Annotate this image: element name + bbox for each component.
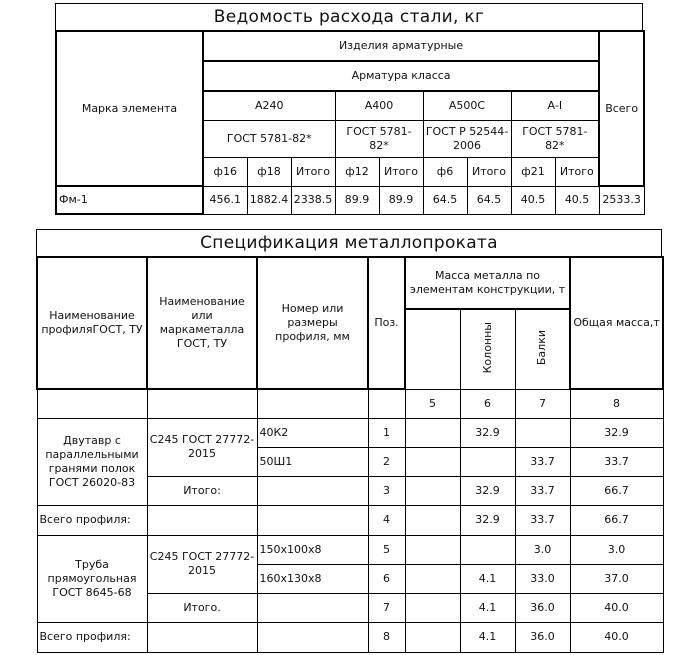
marka-header: Марка элемента: [56, 31, 203, 186]
subhead-itogo-3: Итого: [467, 157, 511, 186]
row-name: Фм-1: [56, 186, 203, 214]
gost-a500c: ГОСТ Р 52544-2006: [423, 120, 511, 157]
header-empty: [405, 309, 460, 389]
g1-pos-1: 1: [368, 418, 405, 447]
class-a240: А240: [203, 91, 335, 120]
g1-metal: С245 ГОСТ 27772-2015: [147, 418, 257, 476]
g1-vsego-label: Всего профиля:: [37, 505, 147, 535]
cell: [257, 622, 368, 652]
header-pos: Поз.: [368, 257, 405, 389]
cell: 2338.5: [291, 186, 335, 214]
g2-vsego-label: Всего профиля:: [37, 622, 147, 652]
header-metal: Наименование или маркаметалла ГОСТ, ТУ: [147, 257, 257, 389]
cell: [257, 476, 368, 505]
cell: 40.5: [511, 186, 555, 214]
subhead-itogo-4: Итого: [555, 157, 599, 186]
cell: [405, 447, 460, 476]
subhead-itogo-2: Итого: [379, 157, 423, 186]
g2-vsego-col: 4.1: [460, 622, 515, 652]
g1-vsego-pos: 4: [368, 505, 405, 535]
blank: [37, 389, 147, 418]
g1-vsego-col: 32.9: [460, 505, 515, 535]
colnum-6: 6: [460, 389, 515, 418]
cell: 89.9: [335, 186, 379, 214]
g1-col-2: [460, 447, 515, 476]
class-a400: А400: [335, 91, 423, 120]
g2-itogo-beam: 36.0: [515, 593, 570, 622]
header-number: Номер или размеры профиля, мм: [257, 257, 368, 389]
colnum-7: 7: [515, 389, 570, 418]
g1-itogo-pos: 3: [368, 476, 405, 505]
izdeliya-header: Изделия арматурные: [203, 31, 599, 61]
g1-beam-2: 33.7: [515, 447, 570, 476]
cell: 40.5: [555, 186, 599, 214]
header-total: Общая масса,т: [570, 257, 663, 389]
g1-vsego-total: 66.7: [570, 505, 663, 535]
blank: [147, 389, 257, 418]
g1-number-2: 50Ш1: [257, 447, 368, 476]
header-profile: Наименование профиляГОСТ, ТУ: [37, 257, 147, 389]
steel-table-title: Ведомость расхода стали, кг: [55, 3, 643, 30]
subhead-d6: ф6: [423, 157, 467, 186]
cell: [405, 593, 460, 622]
armatura-header: Арматура класса: [203, 61, 599, 91]
g2-profile: Труба прямоугольная ГОСТ 8645-68: [37, 535, 147, 622]
colnum-8: 8: [570, 389, 663, 418]
g2-pos-2: 6: [368, 564, 405, 593]
g1-number-1: 40К2: [257, 418, 368, 447]
g1-profile: Двутавр с параллельными гранями полок ГОСТ 26020-83: [37, 418, 147, 505]
subhead-d12: ф12: [335, 157, 379, 186]
subhead-itogo-1: Итого: [291, 157, 335, 186]
g2-beam-2: 33.0: [515, 564, 570, 593]
blank: [368, 389, 405, 418]
cell: [405, 622, 460, 652]
header-mass: Масса металла по элементам конструкции, т: [405, 257, 570, 309]
cell: [147, 622, 257, 652]
g1-col-1: 32.9: [460, 418, 515, 447]
g2-number-2: 160х130х8: [257, 564, 368, 593]
cell: [405, 535, 460, 564]
g1-itogo-label: Итого:: [147, 476, 257, 505]
cell-total: 2533.3: [599, 186, 644, 214]
cell: [405, 505, 460, 535]
cell: 1882.4: [247, 186, 291, 214]
g1-itogo-total: 66.7: [570, 476, 663, 505]
gost-a240: ГОСТ 5781-82*: [203, 120, 335, 157]
spec-table-title: Спецификация металлопроката: [36, 229, 662, 256]
g2-metal: С245 ГОСТ 27772-2015: [147, 535, 257, 593]
blank: [257, 389, 368, 418]
g1-total-1: 32.9: [570, 418, 663, 447]
g2-total-2: 37.0: [570, 564, 663, 593]
g2-col-1: [460, 535, 515, 564]
g2-vsego-pos: 8: [368, 622, 405, 652]
g1-total-2: 33.7: [570, 447, 663, 476]
subhead-d21: ф21: [511, 157, 555, 186]
g2-vsego-beam: 36.0: [515, 622, 570, 652]
gost-a400: ГОСТ 5781-82*: [335, 120, 423, 157]
cell: [405, 418, 460, 447]
subhead-d16: ф16: [203, 157, 247, 186]
cell: 64.5: [423, 186, 467, 214]
beams-label: Балки: [535, 329, 549, 365]
g1-itogo-col: 32.9: [460, 476, 515, 505]
cell: [405, 476, 460, 505]
spec-table: [36, 256, 664, 653]
g2-itogo-pos: 7: [368, 593, 405, 622]
cell: [257, 505, 368, 535]
cell: [147, 505, 257, 535]
g2-total-1: 3.0: [570, 535, 663, 564]
g1-vsego-beam: 33.7: [515, 505, 570, 535]
g1-pos-2: 2: [368, 447, 405, 476]
cell: 89.9: [379, 186, 423, 214]
g2-number-1: 150х100х8: [257, 535, 368, 564]
cell: [257, 593, 368, 622]
g2-vsego-total: 40.0: [570, 622, 663, 652]
colnum-5: 5: [405, 389, 460, 418]
header-columns: [460, 309, 515, 389]
class-a1: А-I: [511, 91, 599, 120]
steel-consumption-table: [55, 30, 645, 215]
g2-beam-1: 3.0: [515, 535, 570, 564]
gost-a1: ГОСТ 5781-82*: [511, 120, 599, 157]
g2-col-2: 4.1: [460, 564, 515, 593]
g2-itogo-total: 40.0: [570, 593, 663, 622]
g1-beam-1: [515, 418, 570, 447]
g1-itogo-beam: 33.7: [515, 476, 570, 505]
columns-label: Колонны: [480, 321, 494, 373]
cell: 64.5: [467, 186, 511, 214]
vsego-header: Всего: [599, 31, 644, 186]
header-beams: [515, 309, 570, 389]
g2-itogo-label: Итого.: [147, 593, 257, 622]
g2-pos-1: 5: [368, 535, 405, 564]
class-a500c: А500С: [423, 91, 511, 120]
cell: [405, 564, 460, 593]
g2-itogo-col: 4.1: [460, 593, 515, 622]
cell: 456.1: [203, 186, 247, 214]
subhead-d18: ф18: [247, 157, 291, 186]
